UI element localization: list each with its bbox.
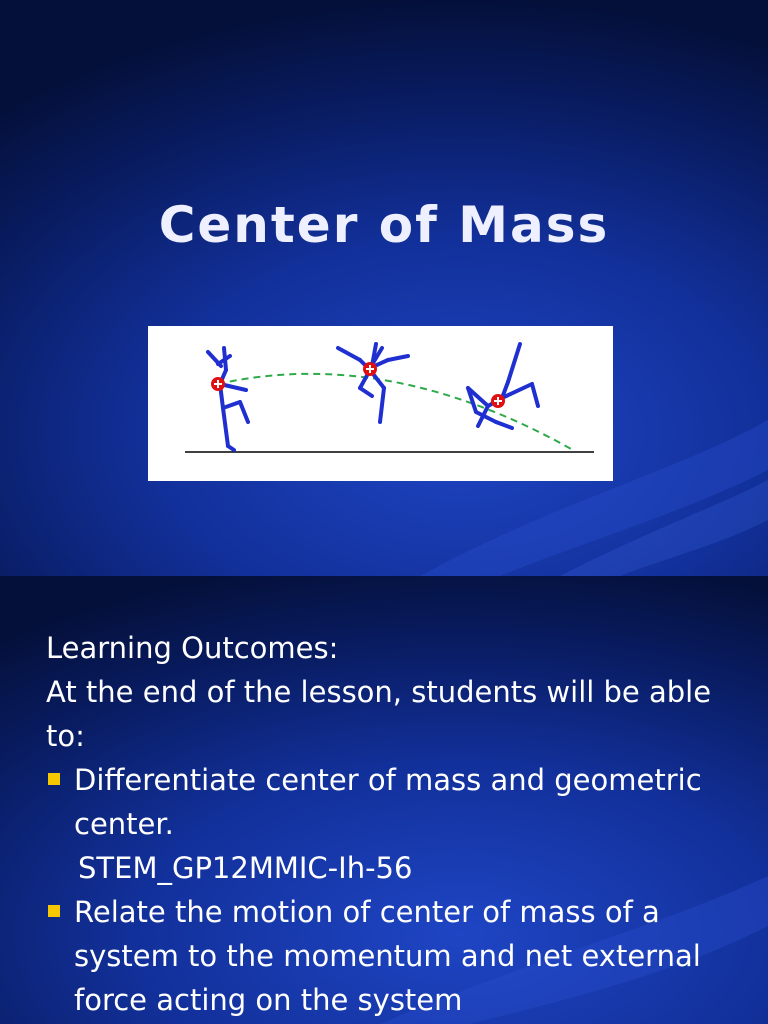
bullet-text: Differentiate center of mass and geometric center.: [74, 763, 702, 841]
slide-title: Center of Mass: [158, 196, 610, 254]
jumper-figure-1: [208, 348, 248, 450]
com-marker-1: [211, 377, 225, 391]
outcomes-content: [46, 626, 746, 1022]
center-of-mass-figure: [148, 326, 613, 481]
outcome-bullet-2: [46, 890, 746, 1022]
bullet-square-icon: [48, 773, 60, 785]
learning-outcomes-slide: [0, 576, 768, 1024]
competency-code: STEM_GP12MMIC-Ih-56: [78, 851, 413, 885]
outcome-bullet-1: [46, 758, 746, 846]
com-marker-2: [363, 362, 377, 376]
com-marker-3: [491, 394, 505, 408]
bullet-text: Relate the motion of center of mass of a system to the momentum and net external force acting on the system: [74, 895, 701, 1017]
trajectory-arc: [218, 374, 573, 450]
bullet-square-icon: [48, 905, 60, 917]
outcomes-heading: Learning Outcomes:: [46, 631, 339, 665]
outcomes-intro: At the end of the lesson, students will be able to:: [46, 675, 712, 753]
